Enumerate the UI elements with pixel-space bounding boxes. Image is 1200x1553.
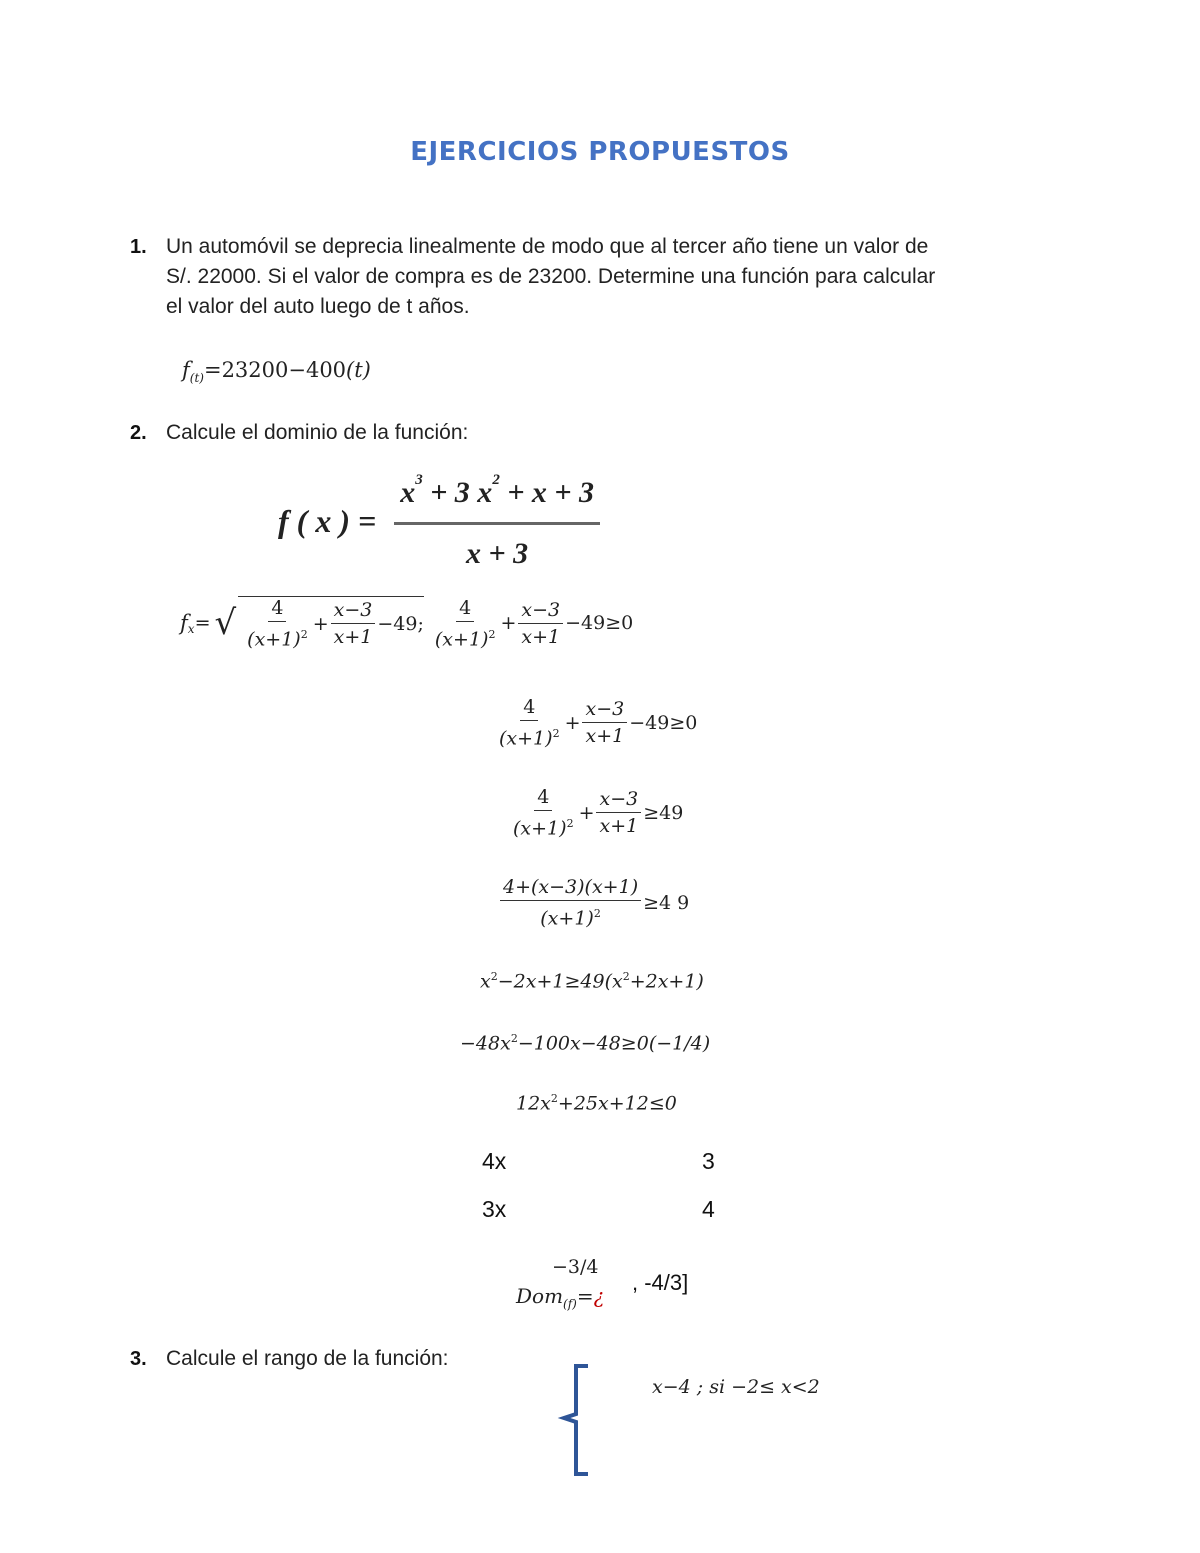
domain-function-formula [278,472,600,571]
exercise-1-answer [182,358,371,385]
answer-expression: =23200−400 [203,358,347,382]
piecewise-case-1: x−4 ; si −2≤ x<2 [652,1376,820,1398]
domain-upper-bound: −3/4 [552,1256,599,1278]
factor-row-1-right: 3 [702,1148,715,1174]
factor-row-1-left: 4x [482,1148,507,1174]
fx-symbol: f [180,611,188,636]
sqrt-radicand: $\frac{4}{(x+1)^2}$ + $\frac{x-3}{x+1}$ −49 ; [238,596,424,650]
exercise-3-number: 3. [130,1348,147,1370]
exercise-1-text [166,232,935,322]
step-inequality-3: $\frac{4+(x-3)(x+1)}{(x+1)^2}$ ≥4 9 [498,876,689,929]
exercise-1-line-3: el valor del auto luego de t años. [166,295,470,318]
step-quadratic-3: $12x^2+25x+12\le 0$ [516,1092,677,1115]
formula-denominator: x + 3 [466,537,529,570]
step-quadratic-1: $x^2-2x+1\ge 49(x^2+2x+1)$ [480,970,704,993]
formula-numerator: $x^3 + 3$ $x^2 + x + 3$ [394,472,600,525]
step-sqrt-line: f $_x$ = √ $\frac{4}{(x+1)^2}$ + $\frac{x-3}{x+1}$ −49 ; $\frac{4}{(x+1)^2}$ + $\frac{x-3}{x+1}$ −49≥0 [180,596,634,651]
exercise-1-line-1: Un automóvil se deprecia linealmente de modo que al tercer año tiene un valor de [166,235,929,258]
page-title: EJERCICIOS PROPUESTOS [410,137,790,167]
step-inequality-1: $\frac{4}{(x+1)^2}$ + $\frac{x-3}{x+1}$ −49≥0 [499,696,698,750]
factor-row-2-left: 3x [482,1196,507,1222]
sqrt-symbol: √ [214,603,237,644]
domain-error-glyph: ¿ [593,1284,605,1308]
formula-fraction [394,472,600,571]
exercise-1-number: 1. [130,236,147,258]
step-quadratic-2: $-48x^2-100x-48\ge 0(-1/4)$ [460,1032,711,1055]
exercise-3-prompt: Calcule el rango de la función: [166,1347,449,1370]
answer-variable: (t) [346,358,371,382]
answer-subscript: (t) [189,371,204,386]
formula-lhs: f ( x ) = [278,503,377,539]
piecewise-brace-icon [556,1362,596,1482]
exercise-2-prompt: Calcule el dominio de la función: [166,421,469,444]
domain-result: Dom$_{(f)}$=¿ [516,1284,605,1311]
exercise-2-number: 2. [130,422,147,444]
factor-row-2-right: 4 [702,1196,715,1222]
answer-f: f [182,358,190,382]
exercise-1-line-2: S/. 22000. Si el valor de compra es de 23200. Determine una función para calcular [166,265,936,288]
step-inequality-2: $\frac{4}{(x+1)^2}$ + $\frac{x-3}{x+1}$ ≥49 [513,786,684,840]
domain-tail: , -4/3] [632,1270,689,1295]
